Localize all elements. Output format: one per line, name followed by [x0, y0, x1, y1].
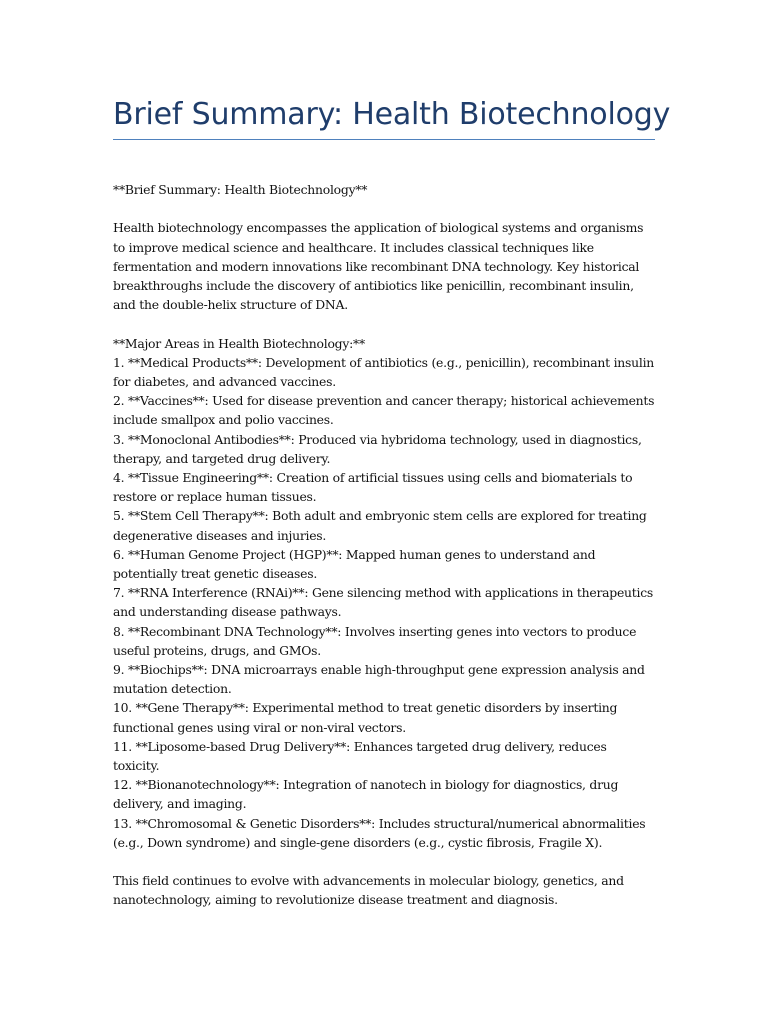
list-item: 5. **Stem Cell Therapy**: Both adult and embryonic stem cells are explored for treating degenerative diseases and injuries. — [113, 508, 647, 543]
areas-heading: **Major Areas in Health Biotechnology:** — [113, 335, 365, 351]
list-item: 6. **Human Genome Project (HGP)**: Mapped human genes to understand and potentially treat genetic diseases. — [113, 546, 596, 582]
list-item: 4. **Tissue Engineering**: Creation of artificial tissues using cells and biomaterials to restore or replace human tissues. — [113, 470, 633, 505]
list-item: 13. **Chromosomal & Genetic Disorders**: Includes structural/numerical abnormalities (e.g., Down syndrome) and single-gene disorders (e.g., cystic fibrosis, Fragile X). — [113, 815, 646, 850]
document-title: Brief Summary: Health Biotechnology — [113, 97, 671, 132]
closing-paragraph: This field continues to evolve with advancements in molecular biology, genetics, and nanotechnology, aiming to revolutionize disease treatment and diagnosis. — [113, 873, 624, 908]
list-item: 12. **Bionanotechnology**: Integration of nanotech in biology for diagnostics, drug delivery, and imaging. — [113, 777, 619, 812]
title-divider — [113, 139, 655, 140]
areas-list — [113, 353, 655, 852]
list-item: 11. **Liposome-based Drug Delivery**: Enhances targeted drug delivery, reduces toxicity. — [113, 738, 607, 774]
list-item: 2. **Vaccines**: Used for disease prevention and cancer therapy; historical achievements include smallpox and polio vaccines. — [113, 393, 655, 428]
list-item: 9. **Biochips**: DNA microarrays enable high-throughput gene expression analysis and mutation detection. — [113, 662, 645, 697]
intro-paragraph: Health biotechnology encompasses the application of biological systems and organisms to improve medical science and healthcare. It includes classical techniques like fermentation and modern innovations like recombinant DNA technology. Key historical breakthroughs include the discovery of antibiotics like penicillin, recombinant insulin, and the double-helix structure of DNA. — [113, 220, 644, 313]
list-item: 7. **RNA Interference (RNAi)**: Gene silencing method with applications in therapeutics and understanding disease pathways. — [113, 585, 654, 620]
document-page — [113, 0, 671, 910]
list-item: 1. **Medical Products**: Development of antibiotics (e.g., penicillin), recombinant insulin for diabetes, and advanced vaccines. — [113, 354, 655, 389]
list-item: 3. **Monoclonal Antibodies**: Produced via hybridoma technology, used in diagnostics, therapy, and targeted drug delivery. — [113, 431, 642, 466]
list-item: 10. **Gene Therapy**: Experimental method to treat genetic disorders by inserting functional genes using viral or non-viral vectors. — [113, 700, 618, 735]
list-item: 8. **Recombinant DNA Technology**: Involves inserting genes into vectors to produce useful proteins, drugs, and GMOs. — [113, 623, 637, 658]
summary-subtitle: **Brief Summary: Health Biotechnology** — [113, 182, 368, 197]
